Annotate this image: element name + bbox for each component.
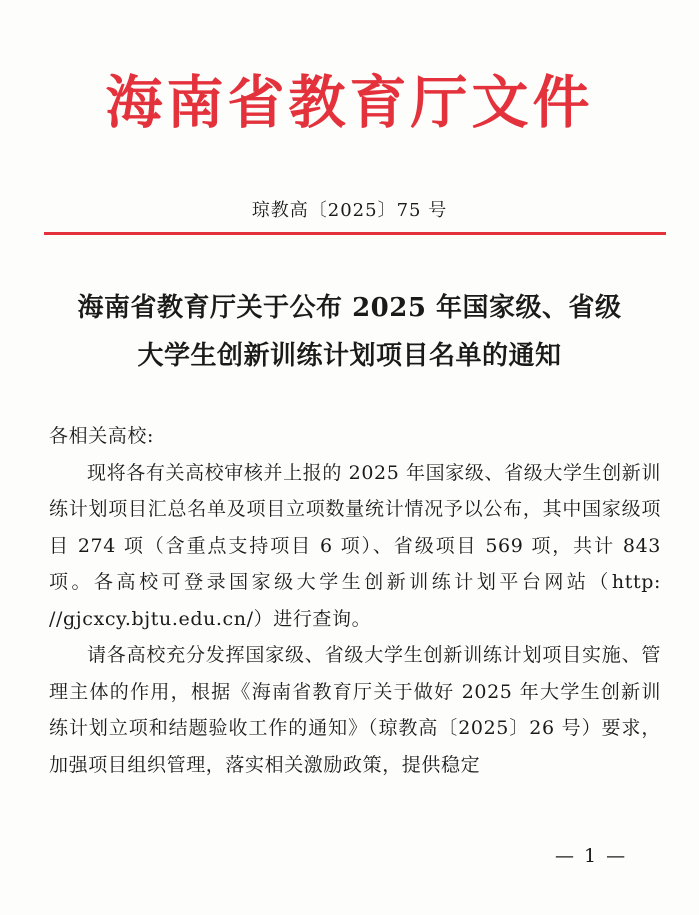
red-divider	[44, 232, 666, 235]
notice-title	[30, 284, 669, 380]
salutation: 各相关高校:	[49, 425, 155, 447]
body-paragraph-2: 请各高校充分发挥国家级、省级大学生创新训练计划项目实施、管理主体的作用，根据《海南省教育厅关于做好 2025 年大学生创新训练计划立项和结题验收工作的通知》（琼教高〔2025〕26 号）要求，加强项目组织管理，落实相关激励政策，提供稳定	[49, 644, 661, 776]
issuer-title: 海南省教育厅文件	[105, 69, 594, 136]
page-number: — 1 —	[555, 845, 628, 867]
notice-title-line-2: 大学生创新训练计划项目名单的通知	[137, 341, 562, 371]
notice-title-line-1: 海南省教育厅关于公布 2025 年国家级、省级	[77, 293, 622, 323]
document-number: 琼教高〔2025〕75 号	[251, 200, 448, 221]
notice-body	[49, 418, 661, 783]
body-paragraph-1: 现将各有关高校审核并上报的 2025 年国家级、省级大学生创新训练计划项目汇总名单及项目立项数量统计情况予以公布，其中国家级项目 274 项（含重点支持项目 6 项）、省级项目 569 项，共计 843 项。各高校可登录国家级大学生创新训练计划平台网站（http: //gjcxcy.bjtu.edu.cn/）进行查询。	[49, 461, 661, 630]
